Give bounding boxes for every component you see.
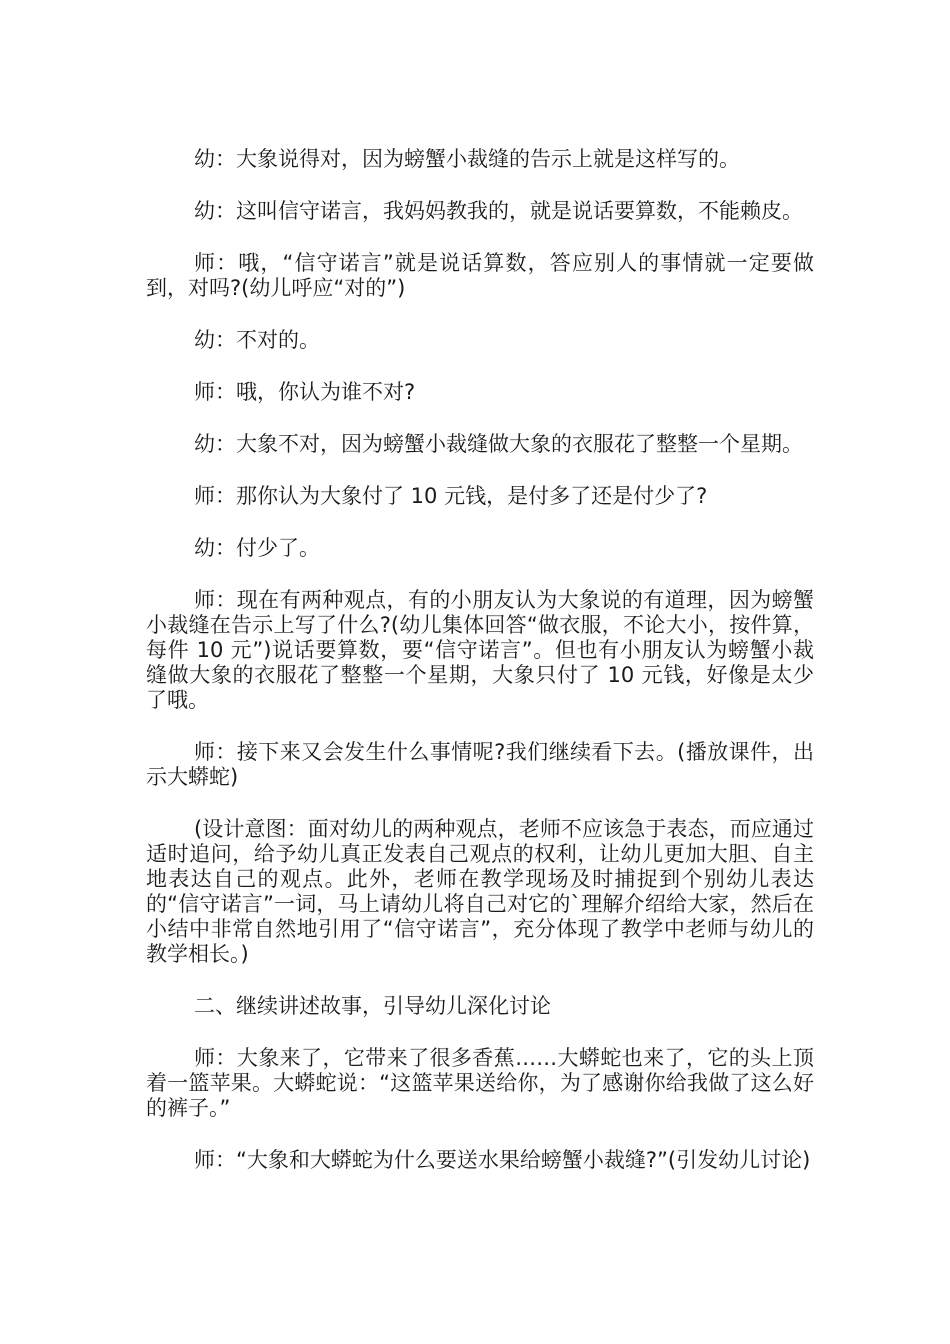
paragraph: 幼：付少了。: [194, 536, 320, 560]
paragraph: 幼：不对的。: [194, 328, 320, 352]
paragraph: 师：现在有两种观点，有的小朋友认为大象说的有道理，因为螃蟹小裁缝在告示上写了什么?(幼儿集体回答“做衣服，不论大小，按件算，每件 10 元”)说话要算数，要“信守诺言”。但也有小朋友认为螃蟹小裁缝做大象的衣服花了整整一个星期，大象只付了 10 元钱，好像是太少了哦。: [146, 588, 814, 712]
section-heading: 二、继续讲述故事，引导幼儿深化讨论: [194, 994, 551, 1018]
paragraph: 师：大象来了，它带来了很多香蕉……大蟒蛇也来了，它的头上顶着一篮苹果。大蟒蛇说：“这篮苹果送给你，为了感谢你给我做了这么好的裤子。”: [146, 1046, 814, 1120]
paragraph: 师：那你认为大象付了 10 元钱，是付多了还是付少了?: [194, 484, 708, 508]
paragraph: 师：接下来又会发生什么事情呢?我们继续看下去。(播放课件，出示大蟒蛇): [146, 740, 814, 789]
document-body: [146, 147, 814, 1200]
paragraph: 幼：大象不对，因为螃蟹小裁缝做大象的衣服花了整整一个星期。: [194, 432, 803, 456]
paragraph: 师：“大象和大蟒蛇为什么要送水果给螃蟹小裁缝?”(引发幼儿讨论): [194, 1148, 811, 1172]
design-intent-paragraph: (设计意图：面对幼儿的两种观点，老师不应该急于表态，而应通过适时追问，给予幼儿真正发表自己观点的权利，让幼儿更加大胆、自主地表达自己的观点。此外，老师在教学现场及时捕捉到个别幼儿表达的“信守诺言”一词，马上请幼儿将自己对它的`理解介绍给大家，然后在小结中非常自然地引用了“信守诺言”，充分体现了教学中老师与幼儿的教学相长。): [146, 817, 814, 966]
paragraph: 幼：大象说得对，因为螃蟹小裁缝的告示上就是这样写的。: [194, 147, 740, 171]
paragraph: 师：哦，“信守诺言”就是说话算数，答应别人的事情就一定要做到，对吗?(幼儿呼应“对的”): [146, 251, 814, 300]
paragraph: 师：哦，你认为谁不对?: [194, 380, 416, 404]
paragraph: 幼：这叫信守诺言，我妈妈教我的，就是说话要算数，不能赖皮。: [194, 199, 803, 223]
